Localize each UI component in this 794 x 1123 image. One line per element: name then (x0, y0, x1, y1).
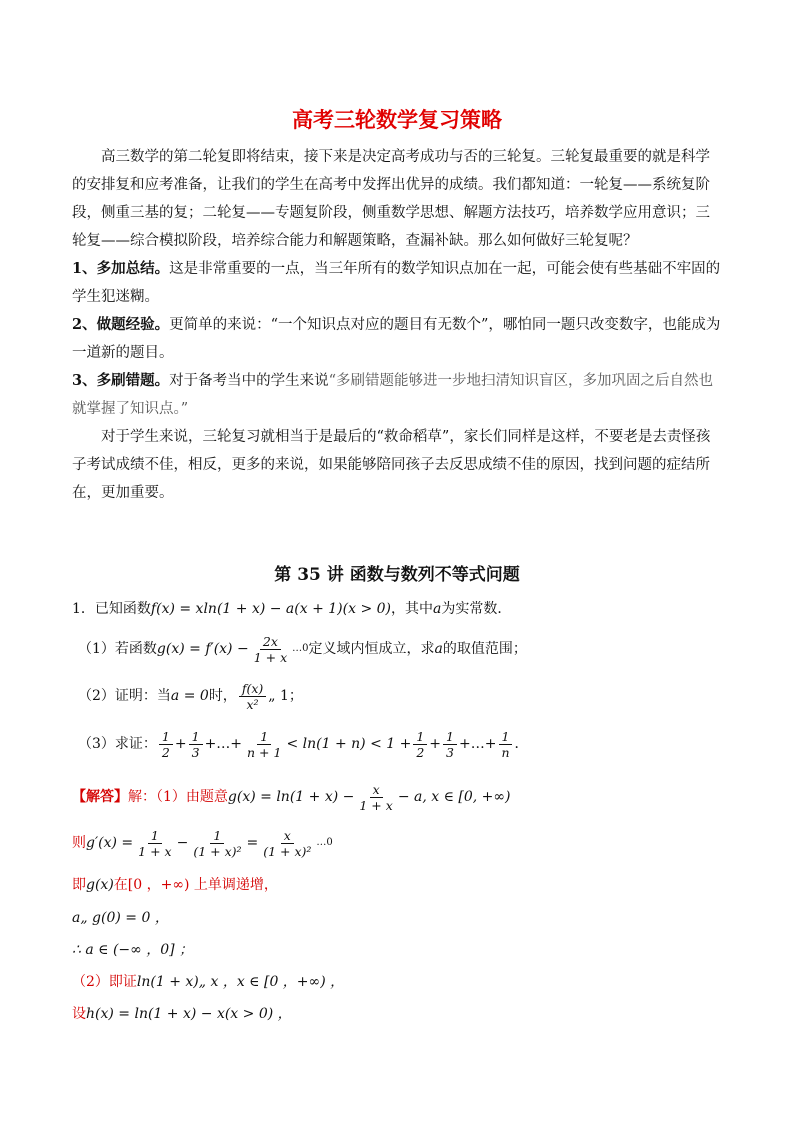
tip-3-quote: “多刷错题能够进一步地扫清知识盲区，多加巩固之后自然也就掌握了知识点。” (72, 373, 714, 417)
document-title: 高考三轮数学复习策略 (292, 108, 502, 132)
solution-line-4: a„ g(0) = 0 ， (72, 910, 169, 926)
solution-line-5: ∴ a ∈ (−∞ ，0] ； (72, 942, 194, 958)
question-1: （1）若函数 g(x) = f′(x) − $\frac{2x}{1 + x}$ …0 定义域内恒成立，求 a 的取值范围； (78, 633, 527, 665)
closing-paragraph: 对于学生来说，三轮复习就相当于是最后的“救命稻草”，家长们同样是这样，不要老是去责怪孩子考试成绩不佳，相反，更多的来说，如果能够陪同孩子去反思成绩不佳的原因，找到问题的症结所在，更加重要。 (72, 429, 711, 501)
fraction: $\frac{1}{1 + x}$ (138, 827, 172, 859)
function-expression: f(x) = xln(1 + x) − a(x + 1)(x > 0) (150, 601, 391, 617)
fraction: $\frac{2x}{1 + x}$ (253, 633, 288, 665)
fraction: $\frac{1}{\text{(1 + x)²}}$ (193, 827, 242, 859)
answer-tag: 【解答】 (72, 789, 128, 805)
fraction: $\frac{1}{3}$ (443, 729, 457, 760)
question-3: （3）求证： $\frac{1}{2}$ + $\frac{1}{3}$ +…+ $\frac{1}{n + 1}$ < ln(1 + n) < 1 + $\frac{1}{2}$ + $\frac{1}{3}$ +…+ $\frac{1}{n}$ ． (78, 728, 529, 760)
tip-1-lead: 1、多加总结。 (72, 260, 170, 277)
fraction: $\frac{f(x)}{\text{x²}}$ (239, 681, 266, 712)
question-2: （2）证明：当 a = 0 时， $\frac{f(x)}{\text{x²}}$ „ 1 ； (78, 680, 303, 712)
tip-2-lead: 2、做题经验。 (72, 316, 170, 333)
tip-3-lead: 3、多刷错题。 (72, 372, 170, 389)
fraction: $\frac{x}{\text{(1 + x)²}}$ (263, 827, 312, 859)
tip-1 (72, 255, 724, 311)
solution-line-3: 即 g(x) 在[0 ，+∞) 上单调递增， (72, 877, 278, 893)
lesson-title: 第 35 讲 函数与数列不等式问题 (274, 565, 520, 585)
tip-3 (72, 367, 724, 423)
tip-1-text: 这是非常重要的一点，当三年所有的数学知识点加在一起，可能会使有些基础不牢固的学生犯迷糊。 (72, 261, 721, 305)
solution-line-6: （2）即证 ln(1 + x)„ x ，x ∈ [0 ，+∞) ， (72, 974, 345, 990)
solution-line-7: 设 h(x) = ln(1 + x) − x(x > 0) ， (72, 1006, 292, 1022)
fraction: $\frac{1}{n}$ (498, 729, 512, 760)
tip-3-text: 对于备考当中的学生来说 (169, 373, 329, 389)
fraction: $\frac{1}{2}$ (413, 729, 427, 760)
fraction: $\frac{1}{2}$ (159, 729, 173, 760)
tip-2 (72, 311, 724, 367)
solution-line-1: 【解答】 解：（1）由题意 g(x) = ln(1 + x) − $\frac{x}{1 + x}$ − a, x ∈ [0, +∞) (72, 781, 511, 813)
problem-section (72, 596, 732, 1030)
intro-paragraph: 高三数学的第二轮复即将结束，接下来是决定高考成功与否的三轮复。三轮复最重要的就是科学的安排复和应考准备，让我们的学生在高考中发挥出优异的成绩。我们都知道：一轮复——系统复阶段，侧重三基的复；二轮复——专题复阶段，侧重数学思想、解题方法技巧，培养数学应用意识；三轮复——综合模拟阶段，培养综合能力和解题策略，查漏补缺。那么如何做好三轮复呢？ (72, 149, 710, 249)
fraction: $\frac{1}{3}$ (189, 729, 203, 760)
solution-line-2: 则 g′(x) = $\frac{1}{1 + x}$ − $\frac{1}{\text{(1 + x)²}}$ = $\frac{x}{\text{(1 + x)²}}$ …0 (72, 827, 333, 859)
fraction: $\frac{1}{n + 1}$ (247, 728, 282, 760)
problem-stem: 1．已知函数 f(x) = xln(1 + x) − a(x + 1)(x > 0) ，其中 a 为实常数． (72, 601, 512, 617)
tip-2-text: 更简单的来说：“一个知识点对应的题目有无数个”，哪怕同一题只改变数字，也能成为一道新的题目。 (72, 317, 721, 361)
intro-section (72, 143, 724, 507)
fraction: $\frac{x}{1 + x}$ (359, 781, 393, 813)
